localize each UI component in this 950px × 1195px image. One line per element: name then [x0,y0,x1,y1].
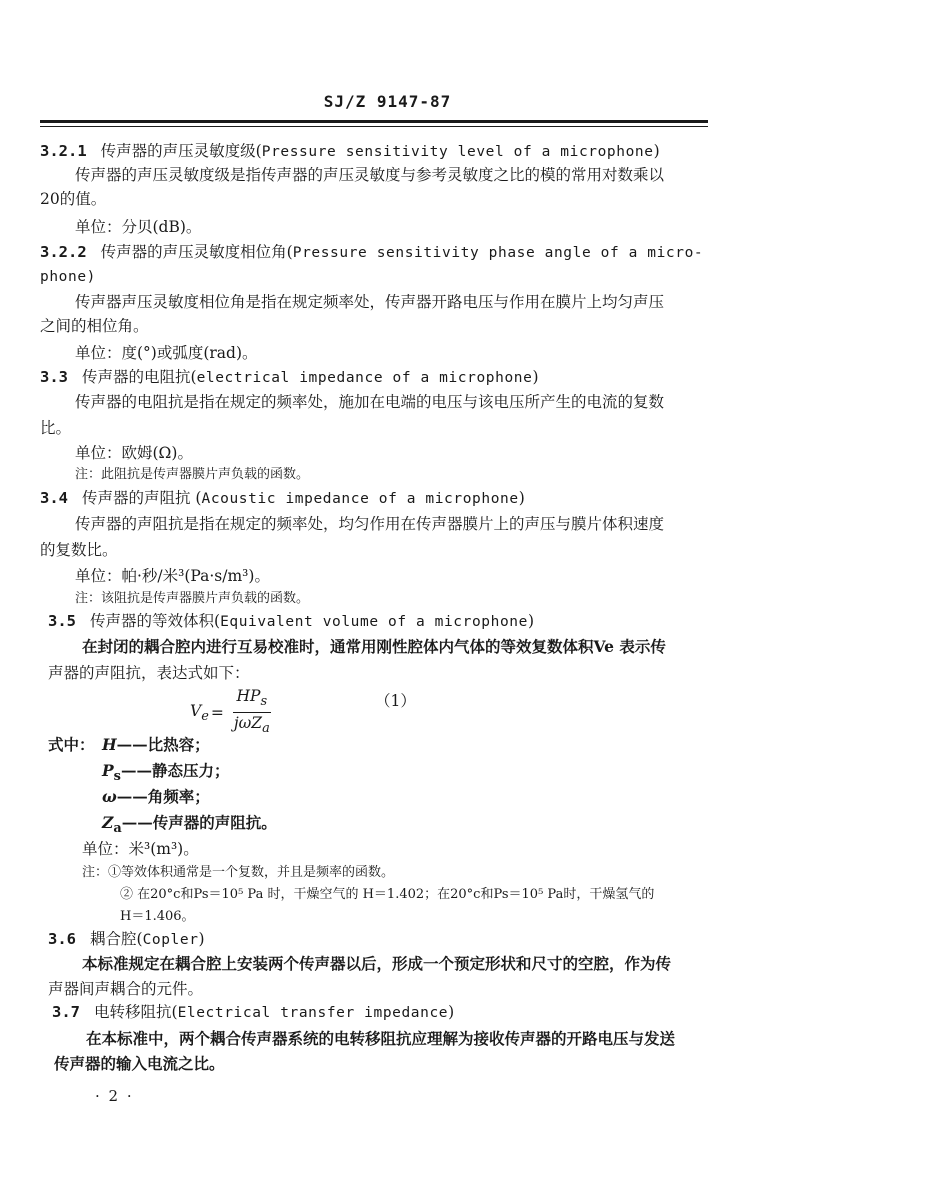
section-title: 传声器的等效体积( [90,612,221,630]
paragraph: 20的值。 [40,190,107,208]
section-number: 3.2.2 [40,243,87,261]
page-number: · 2 · [95,1087,134,1105]
unit-line: 单位：分贝(dB)。 [75,218,202,236]
unit-line: 单位：帕·秒/米³(Pa·s/m³)。 [75,567,270,585]
unit-line: 单位：米³(m³)。 [82,840,199,858]
paragraph: 传声器的输入电流之比。 [54,1054,225,1073]
section-3-2-2-heading [40,241,703,264]
section-title-en: Electrical transfer impedance [177,1005,449,1021]
section-3-3-heading [40,366,539,389]
paragraph: 在封闭的耦合腔内进行互易校准时，通常用刚性腔体内气体的等效复数体积Ve 表示传 [82,637,666,656]
formula-denominator: jωZ$_a$ [233,714,270,737]
note-line: 注：此阻抗是传声器膜片声负载的函数。 [75,467,310,482]
paragraph: 传声器声压灵敏度相位角是指在规定频率处，传声器开路电压与作用在膜片上均匀声压 [75,293,665,311]
section-title-en: Acoustic impedance of a microphone [201,491,519,507]
section-number: 3.4 [40,489,68,507]
paragraph: 声器间声耦合的元件。 [48,980,204,998]
section-title-en: Copler [142,932,199,948]
section-3-7-heading [52,1001,454,1024]
paragraph: 传声器的声阻抗是指在规定的频率处，均匀作用在传声器膜片上的声压与膜片体积速度 [75,515,665,533]
section-number: 3.6 [48,930,76,948]
section-title: 传声器的声阻抗 ( [82,489,202,507]
formula-fraction [230,686,274,739]
section-3-4-heading [40,487,525,510]
definition-item: ω——角频率； [102,787,210,806]
paragraph: 之间的相位角。 [40,317,149,335]
section-title-en-cont: phone) [40,269,96,285]
note-line: ② 在20°c和Ps＝10⁵ Pa 时，干燥空气的 H＝1.402；在20°c和Ps＝10⁵ Pa时，干燥氢气的 [120,887,655,902]
section-title-close: ) [518,489,525,507]
section-title-close: ) [532,368,539,386]
note-line: 注：①等效体积通常是一个复数，并且是频率的函数。 [82,865,395,880]
section-number: 3.3 [40,368,68,386]
section-number: 3.7 [52,1003,80,1021]
paragraph: 在本标准中，两个耦合传声器系统的电转移阻抗应理解为接收传声器的开路电压与发送 [86,1029,676,1048]
section-title-close: ) [653,142,660,160]
definition-item: H——比热容； [102,735,210,754]
note-line: H＝1.406。 [120,909,195,924]
unit-line: 单位：度(°)或弧度(rad)。 [75,344,258,362]
formula-numerator: $HP_s$ [233,686,272,713]
section-title-en: Pressure sensitivity phase angle of a micro- [292,245,704,261]
section-title-en: Equivalent volume of a microphone [220,614,528,630]
where-label: 式中： [48,735,95,754]
document-header: SJ/Z 9147-87 [323,92,452,111]
formula-lhs: $V_e$ [190,701,209,724]
paragraph: 比。 [40,419,72,437]
unit-line: 单位：欧姆(Ω)。 [75,444,193,462]
section-title-close: ) [198,930,205,948]
section-number: 3.2.1 [40,142,87,160]
formula-1: $V_e$ = $\frac{HP_s}{j\omega Z_a}$ [190,686,274,739]
section-title-close: ) [527,612,535,630]
section-title-en: Pressure sensitivity level of a microphone [261,144,654,160]
paragraph: 的复数比。 [40,541,118,559]
paragraph: 本标准规定在耦合腔上安装两个传声器以后，形成一个预定形状和尺寸的空腔，作为传 [82,954,672,973]
header-rule-thin [40,126,708,127]
section-number: 3.5 [48,612,76,630]
section-title-close: ) [448,1003,455,1021]
section-3-5-heading [48,610,534,633]
section-3-2-1-heading [40,140,660,163]
section-title: 耦合腔( [90,930,143,948]
paragraph: 传声器的电阻抗是指在规定的频率处，施加在电端的电压与该电压所产生的电流的复数 [75,393,665,411]
section-3-6-heading [48,928,205,951]
equation-number: （1） [375,692,416,710]
section-title: 电转移阻抗( [94,1003,178,1021]
section-title: 传声器的电阻抗( [82,368,197,386]
paragraph: 传声器的声压灵敏度级是指传声器的声压灵敏度与参考灵敏度之比的模的常用对数乘以 [75,166,665,184]
section-title: 传声器的声压灵敏度相位角( [100,243,293,261]
header-rule-thick [40,120,708,123]
section-title: 传声器的声压灵敏度级( [100,142,262,160]
section-title-en: electrical impedance of a microphone [196,370,533,386]
definition-item: $P_s——$静态压力； [102,761,230,785]
definition-item: $Z_a——$传声器的声阻抗。 [102,813,277,837]
paragraph: 声器的声阻抗，表达式如下： [48,664,250,682]
note-line: 注：该阻抗是传声器膜片声负载的函数。 [75,591,310,606]
